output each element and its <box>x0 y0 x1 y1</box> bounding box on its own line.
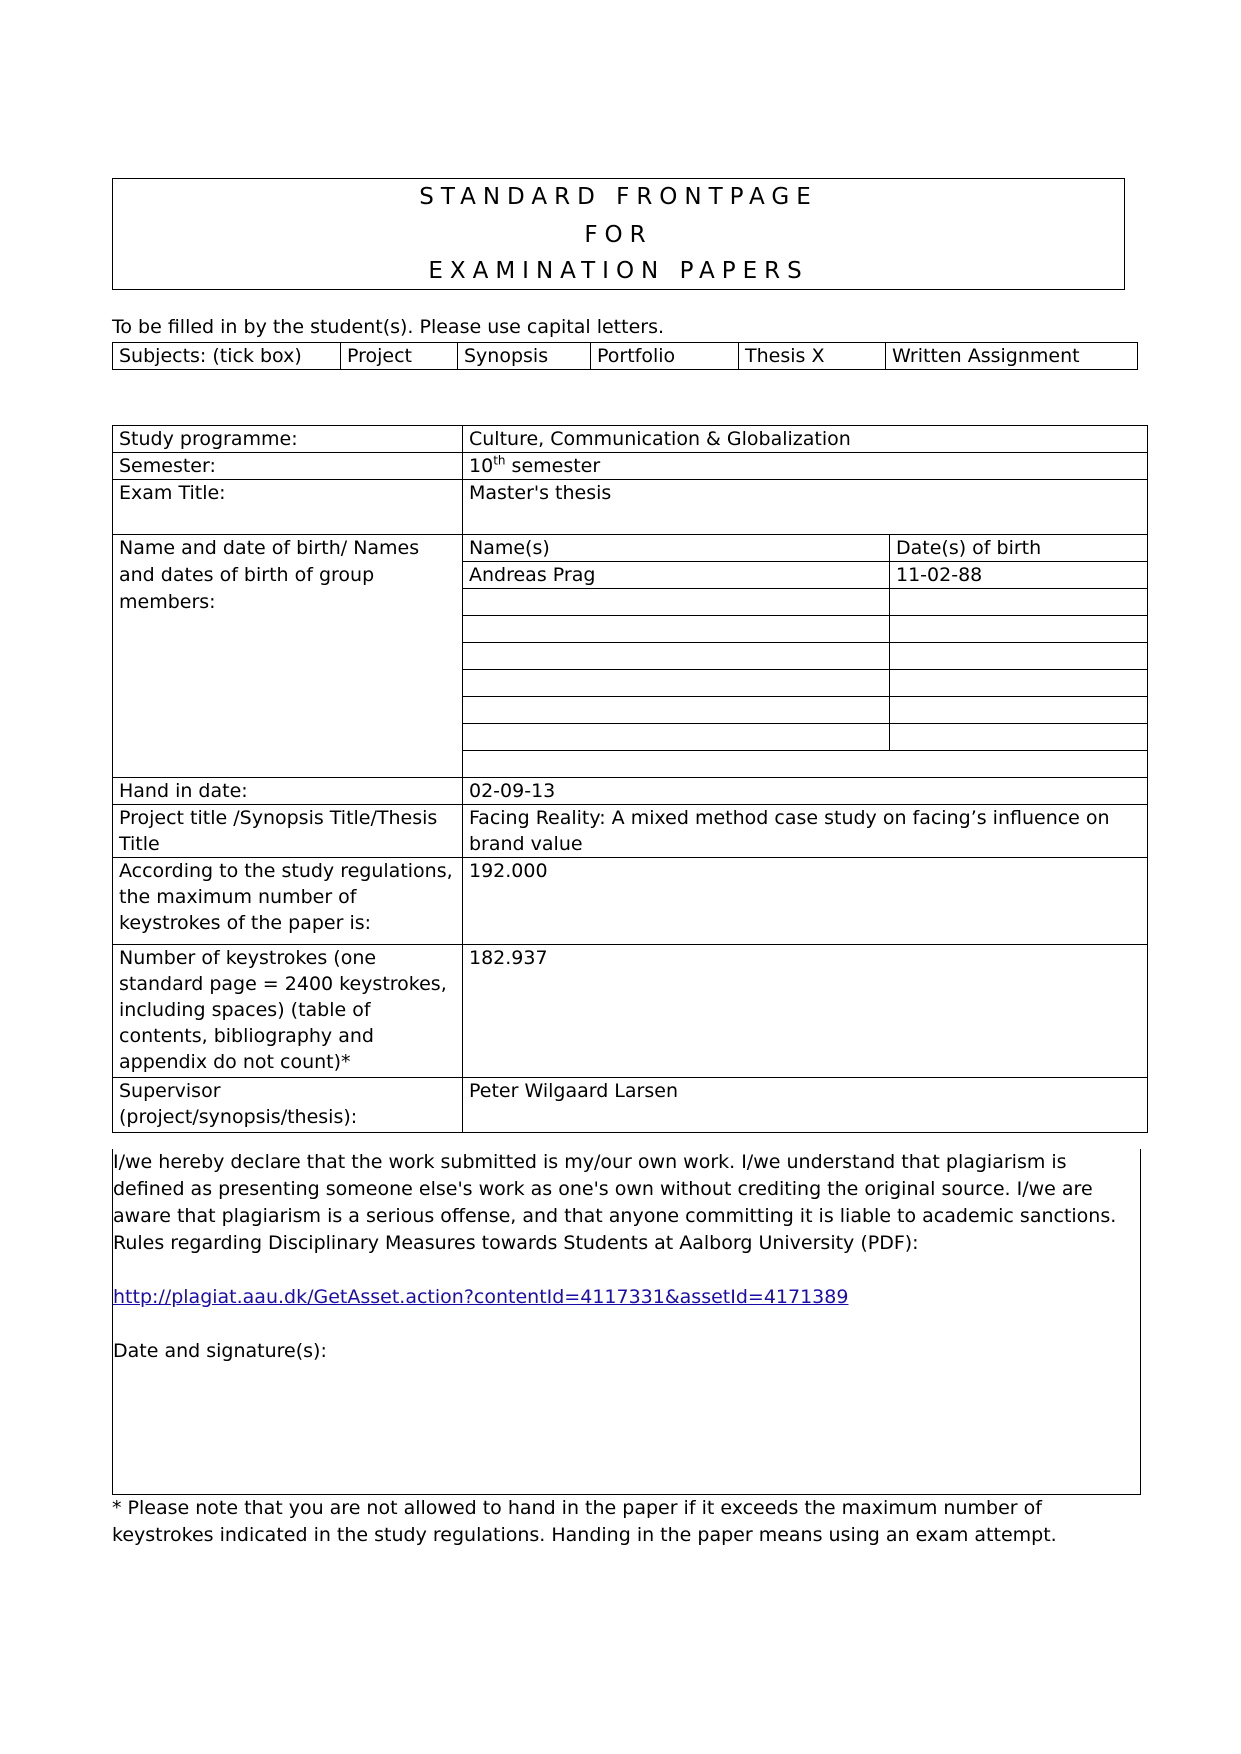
header-line-2: FOR <box>584 222 653 248</box>
subject-option-portfolio[interactable]: Portfolio <box>591 343 739 370</box>
spacer <box>113 1257 1140 1284</box>
study-programme-label: Study programme: <box>113 426 463 453</box>
subject-option-written-assignment[interactable]: Written Assignment <box>886 343 1138 370</box>
exam-title-label: Exam Title: <box>113 480 463 535</box>
semester-suffix: th <box>493 453 506 468</box>
header-box <box>112 178 1125 290</box>
member-name[interactable]: Andreas Prag <box>463 562 890 589</box>
member-name[interactable] <box>463 616 890 643</box>
member-name[interactable] <box>463 724 890 751</box>
keystrokes-value[interactable]: 182.937 <box>463 945 1148 1078</box>
spacer <box>113 1311 1140 1338</box>
dob-header: Date(s) of birth <box>890 535 1148 562</box>
hand-in-value[interactable]: 02-09-13 <box>463 778 1148 805</box>
declaration-box <box>112 1149 1141 1495</box>
semester-word: semester <box>511 455 601 477</box>
instructions-text: To be filled in by the student(s). Please use capital letters. <box>112 316 665 338</box>
header-line-3: EXAMINATION PAPERS <box>428 258 809 284</box>
keystrokes-label: Number of keystrokes (one standard page = 2400 keystrokes, including spaces) (table of contents, bibliography and appendix do not count)* <box>113 945 463 1078</box>
semester-value[interactable] <box>463 453 1148 480</box>
subject-option-project[interactable]: Project <box>341 343 458 370</box>
member-extra-row[interactable] <box>463 751 1148 778</box>
member-dob[interactable] <box>890 643 1148 670</box>
names-header: Name(s) <box>463 535 890 562</box>
max-keystrokes-value[interactable]: 192.000 <box>463 858 1148 945</box>
hand-in-label: Hand in date: <box>113 778 463 805</box>
member-dob[interactable] <box>890 697 1148 724</box>
study-programme-value[interactable]: Culture, Communication & Globalization <box>463 426 1148 453</box>
member-name[interactable] <box>463 670 890 697</box>
info-table <box>112 425 1148 1133</box>
subjects-table <box>112 342 1138 370</box>
subjects-label: Subjects: (tick box) <box>113 343 341 370</box>
members-label: Name and date of birth/ Names and dates of birth of group members: <box>113 535 463 778</box>
semester-label: Semester: <box>113 453 463 480</box>
member-name[interactable] <box>463 643 890 670</box>
max-keystrokes-label: According to the study regulations, the maximum number of keystrokes of the paper is: <box>113 858 463 945</box>
project-title-value[interactable]: Facing Reality: A mixed method case study on facing’s influence on brand value <box>463 805 1148 858</box>
declaration-text: I/we hereby declare that the work submitted is my/our own work. I/we understand that plagiarism is defined as presenting someone else's work as one's own without crediting the original source. I/we are aware that plagiarism is a serious offense, and that anyone committing it is liable to academic sanctions. <box>113 1151 1117 1227</box>
semester-number: 10 <box>469 455 494 477</box>
signature-area[interactable] <box>113 1365 1140 1495</box>
project-title-label: Project title /Synopsis Title/Thesis Title <box>113 805 463 858</box>
member-dob[interactable] <box>890 724 1148 751</box>
member-dob[interactable] <box>890 589 1148 616</box>
member-dob[interactable] <box>890 616 1148 643</box>
supervisor-value[interactable]: Peter Wilgaard Larsen <box>463 1078 1148 1133</box>
footnote-text: * Please note that you are not allowed to hand in the paper if it exceeds the maximum number of keystrokes indicated in the study regulations. Handing in the paper means using an exam attempt. <box>112 1497 1057 1546</box>
member-dob[interactable]: 11-02-88 <box>890 562 1148 589</box>
exam-title-value[interactable]: Master's thesis <box>463 480 1148 535</box>
member-name[interactable] <box>463 589 890 616</box>
rules-text: Rules regarding Disciplinary Measures towards Students at Aalborg University (PDF): <box>113 1232 919 1254</box>
subject-option-thesis[interactable]: Thesis X <box>739 343 886 370</box>
rules-link[interactable]: http://plagiat.aau.dk/GetAsset.action?contentId=4117331&assetId=4171389 <box>113 1286 849 1308</box>
subject-option-synopsis[interactable]: Synopsis <box>458 343 591 370</box>
member-name[interactable] <box>463 697 890 724</box>
signature-label: Date and signature(s): <box>113 1340 327 1362</box>
supervisor-label: Supervisor (project/synopsis/thesis): <box>113 1078 463 1133</box>
member-dob[interactable] <box>890 670 1148 697</box>
header-line-1: STANDARD FRONTPAGE <box>419 184 818 210</box>
